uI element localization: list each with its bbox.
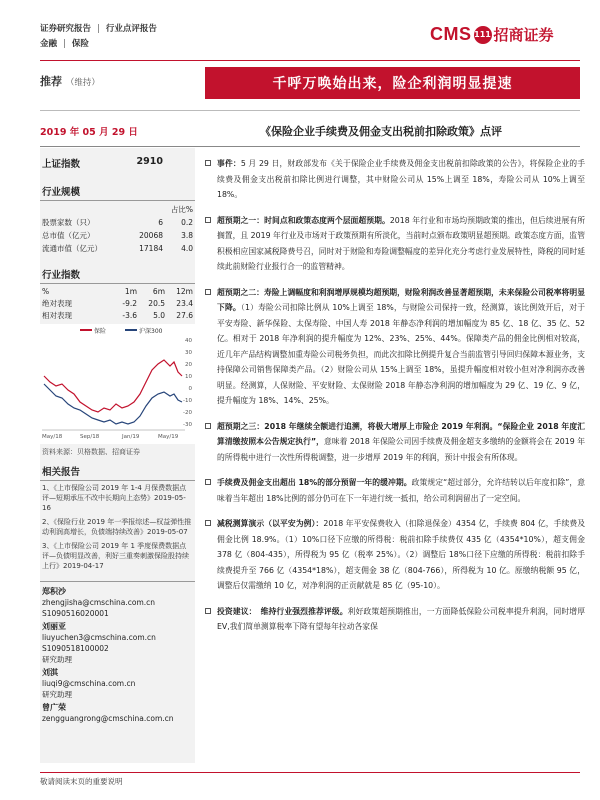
y-tick: 0 [188,386,192,392]
title-divider [40,110,580,111]
scale-value: 20068 [139,231,163,240]
logo-badge-icon: 111 [474,26,492,44]
paragraph-lead: 事件： [217,159,241,168]
related-title: 相关报告 [42,467,81,478]
industry: 保险 [71,39,89,49]
perf-row [40,310,195,322]
divider [40,283,195,284]
analyst-id: S1090516020001 [42,609,109,618]
x-tick: May/18 [42,434,63,440]
performance-chart [40,324,195,444]
bullet-icon [205,160,211,166]
rating-label: 推荐 [40,75,62,88]
chart-source: 资料来源：贝格数据、招商证券 [42,448,140,456]
scale-row [40,229,195,242]
paragraph-text: 5 月 29 日，财政部发布《关于保险企业手续费及佣金支出税前扣除政策的公告》，将保险企业的手续费及佣金支出税前扣除比例进行调整，其中财险公司从 15%上调至 18%，寿险公司从 10%上调至 18%。 [217,159,586,199]
scale-row [40,216,195,229]
report-type: 证券研究报告 [40,24,92,34]
paragraph [205,156,585,203]
perf-col: 12m [176,287,193,296]
perf-val: 5.0 [153,311,165,320]
paragraph-lead: 手续费及佣金支出超出 18%的部分预留一年的缓冲期。 [217,478,412,487]
analyst-block [40,621,195,665]
scale-unit: 占比% [170,205,193,214]
company-logo [430,24,554,45]
divider [40,200,195,201]
y-tick: 30 [185,350,192,356]
bullet-icon [205,608,211,614]
perf-row [40,298,195,310]
x-tick: Sep/18 [80,434,100,440]
perf-val: 27.6 [176,311,193,320]
bullet-icon [205,217,211,223]
logo-cn-text: 招商证券 [493,26,554,44]
analyst-name: 刘丽亚 [42,622,66,631]
paragraph [205,604,585,635]
perf-col: 6m [152,287,165,296]
bullet-icon [205,423,211,429]
paragraph-text: 政策规定“超过部分，允许结转以后年度扣除”，意味着当年超出 18%比例的部分仍可在下一年进行统一抵扣，给公司利润留出了一定空间。 [217,478,586,503]
paragraph [205,475,585,506]
analyst-name: 曾广荣 [42,703,66,712]
related-report[interactable]: 3、《上市保险公司 2019 年 1 季度保费数据点评—负债明显改善，利好三重奏刺激保险股持续上行》2019-04-17 [42,542,189,570]
paragraph-text: 2018 年行业和市场均预期政策的推出，但后续进展有所搁置，且 2019 年行业及市场对于政策预期有所淡化，当前时点颁布政策明显超预期。政策态度方面，监管积极相应国家减税降费号召，同时对于财险和寿险调整幅度的差异化充分考虑行业发展特性，降税的同时延续此前财险行业报行合一的监管精神。 [217,215,585,271]
perf-val: -9.2 [122,299,137,308]
perf-val: 23.4 [176,299,193,308]
y-tick: 40 [185,338,192,344]
analyst-block [40,702,195,724]
perf-title: 行业指数 [42,270,81,281]
sector: 金融 [40,39,58,49]
perf-val: -3.6 [122,311,137,320]
chart-background [40,324,195,444]
analyst-block [40,667,195,700]
y-tick: -30 [183,422,192,428]
perf-header-row [40,286,195,298]
index-value: 2910 [136,156,163,167]
bullet-icon [205,479,211,485]
report-subtype: 行业点评报告 [105,24,157,34]
paragraph [205,213,585,275]
x-tick: May/19 [158,434,179,440]
paragraph-lead: 超预期之三：2018 年继续全额进行追溯，将极大增厚上市险企 2019 年利润。“保险企业 2018 年度汇算清缴按照本公告规定执行”， [217,421,585,446]
scale-value: 17184 [139,244,163,253]
paragraph [205,419,585,466]
analyst-block [40,586,195,619]
perf-key: 绝对表现 [42,299,72,308]
perf-key: 相对表现 [42,311,72,320]
paragraph-text: 2018 年平安保费收入（扣除退保金）4354 亿，手续费 804 亿，手续费及佣金比例 18.9%。（1）10%口径下应缴的所得税：税前扣除手续费仅 435 亿（4354*10%），超支佣金 378 亿（804-435），所得税为 95 亿（税率 25%）。（2）调整后 18%口径下应缴的所得税：税前扣除手续费提升至 766 亿（4354*18%），超支佣金 38 亿（804-766），所得税为 10 亿。原缴纳税额 95 亿，调整后仅需缴纳 10 亿，对净利润的正贡献就是 85 亿（95-10）。 [217,519,585,590]
scale-share: 4.0 [181,244,193,253]
report-header [40,22,157,52]
analyst-role: 研究助理 [42,655,72,664]
analyst-email[interactable]: zengguangrong@cmschina.com.cn [42,714,174,723]
footer-disclaimer: 敬请阅读末页的重要说明 [40,772,580,787]
subtitle-divider [40,146,580,147]
scale-share: 3.8 [181,231,193,240]
scale-key: 总市值（亿元） [42,231,95,240]
perf-unit: % [42,287,50,296]
divider [40,581,195,582]
related-report[interactable]: 2、《保险行业 2019 年一季报综述—权益弹性推动利润高增长，负债端持续改善》2019-05-07 [42,518,192,536]
index-label: 上证指数 [42,159,81,170]
analyst-email[interactable]: zhengjisha@cmschina.com.cn [42,598,156,607]
analyst-id: S1090518100002 [42,644,109,653]
analyst-name: 郑积沙 [42,587,66,596]
paragraph-lead: 超预期之二：寿险上调幅度和利润增厚规模均超预期，财险利润改善显著超预期，未来保险公司税率将明显下降。 [217,287,585,312]
y-tick: 20 [185,362,192,368]
y-tick: 10 [185,374,192,380]
x-tick: Jan/19 [122,434,140,440]
y-tick: -20 [183,410,192,416]
paragraph-text: 意味着 2018 年保险公司因手续费及佣金超支多缴纳的金额将会在 2019 年的所得税中进行一次性所得税调整，进一步增厚 2019 年的利润，预计中报会有所体现。 [217,437,585,462]
analyst-name: 刘淇 [42,668,58,677]
paragraph-text: （1）寿险公司扣除比例从 10%上调至 18%，与财险公司保持一致，经测算，该比例效开后，对于平安寿险、新华保险、太保寿险、中国人寿 2018 年静态净利润的增加幅度为 85 亿、18 亿、35 亿、52 亿。相对于 2018 年净利润的提升幅度为 12%、23%、25%、44%。保障类产品的佣金比例相对较高，近几年产品结构调整加重寿险公司税务负担，而此次扣除比例提升复合当前监管引导回归保障本源业务，支持保障公司销售保障类产品。（2）财险公司从 15%上调至 18%，虽提升幅度相对较小但对净利润亦改善明显。经测算，人保财险、平安财险、太保财险 2018 年静态净利润的增加幅度为 29 亿、19 亿、9 亿，提升幅度为 18%、14%、25%。 [217,303,585,405]
scale-row [40,242,195,255]
y-tick: -10 [183,398,192,404]
paragraph-lead: 超预期之一：时间点和政策态度两个层面超预期。 [217,215,390,225]
paragraph [205,516,585,594]
scale-value: 6 [158,218,163,227]
report-date: 2019 年 05 月 29 日 [40,127,138,138]
rating-sub: （维持） [65,78,100,88]
analyst-email[interactable]: liuyuchen3@cmschina.com.cn [42,633,156,642]
analyst-role: 研究助理 [42,690,72,699]
legend-insurance-label: 保险 [94,328,107,335]
legend-hs300-label: 沪深300 [139,328,163,335]
paragraph-text: 利好政策超预期推出，一方面降低保险公司税率提升利润，同时增厚 EV,我们简单测算税率下降有望每年拉动各家保 [217,606,585,631]
report-subtitle: 《保险企业手续费及佣金支出税前扣除政策》点评 [260,125,502,138]
main-content [205,156,585,635]
sidebar [40,148,195,763]
related-report[interactable]: 1、《上市保险公司 2019 年 1-4 月保费数据点评—短期承压不改中长期向上态势》2019-05-16 [42,484,187,512]
logo-cms-text: CMS [430,24,472,44]
analyst-email[interactable]: liuqi9@cmschina.com.cn [42,679,136,688]
perf-col: 1m [124,287,137,296]
paragraph [205,285,585,409]
separator: | [97,24,100,34]
bullet-icon [205,289,211,295]
scale-share: 0.2 [181,218,193,227]
scale-unit-row [40,203,195,216]
bullet-icon [205,520,211,526]
separator: | [63,39,66,49]
paragraph-lead: 投资建议： 维持行业强烈推荐评级。 [217,606,348,616]
perf-val: 20.5 [148,299,165,308]
paragraph-lead: 减税测算演示（以平安为例）： [217,519,324,528]
index-row [40,148,195,170]
scale-key: 流通市值（亿元） [42,244,102,253]
divider [40,480,195,481]
scale-key: 股票家数（只） [42,218,95,227]
report-title: 千呼万唤始出来，险企利润明显提速 [205,67,580,99]
rating [40,73,100,89]
header-divider [40,60,580,61]
scale-title: 行业规模 [42,187,81,198]
